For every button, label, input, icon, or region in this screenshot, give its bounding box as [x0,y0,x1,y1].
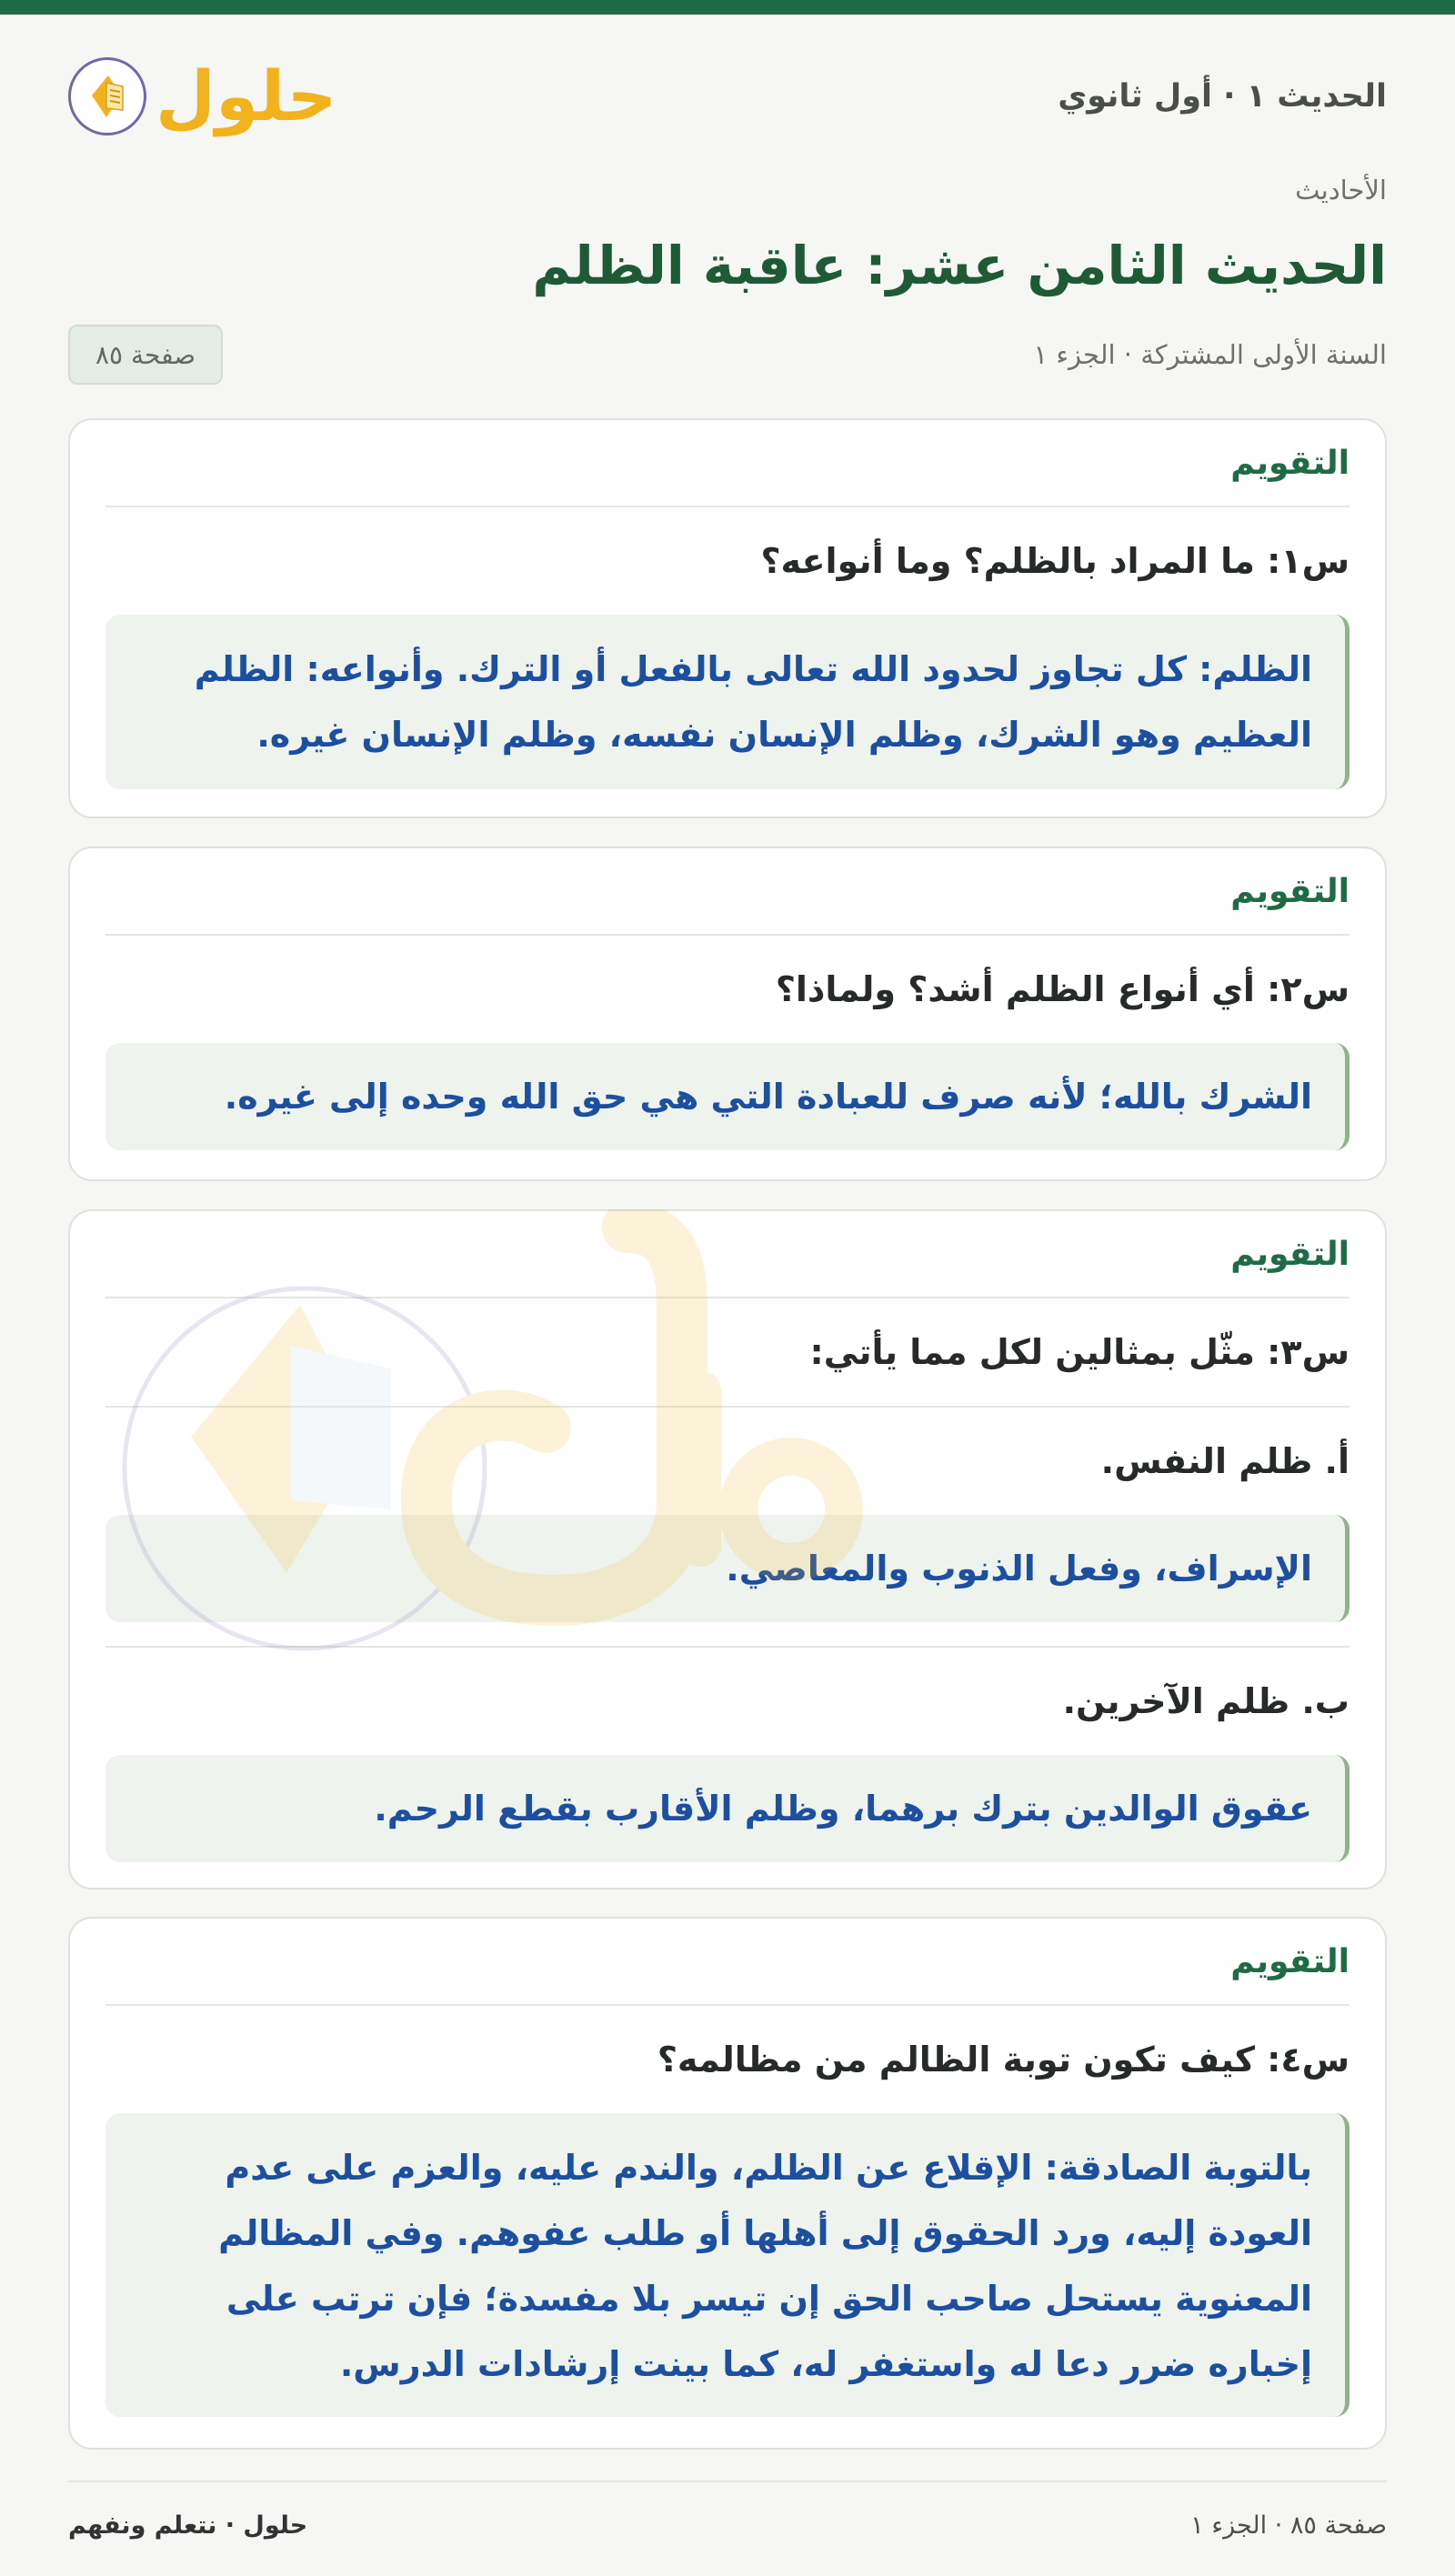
question-card-3 [68,1209,1387,1889]
question-text: س١: ما المراد بالظلم؟ وما أنواعه؟ [760,541,1350,581]
question-card-2 [68,847,1387,1181]
meta-row [68,324,1387,386]
answer-box: بالتوبة الصادقة: الإقلاع عن الظلم، والندم عليه، والعزم على عدم العودة إليه، ورد الحقوق إلى أهلها أو طلب عفوهم. وفي المظالم المعنوية يستحل صاحب الحق إن تيسر بلا مفسدة؛ فإن ترتب على إخباره ضرر دعا له واستغفر له، كما بينت إرشادات الدرس. [105,2113,1350,2417]
footer [68,2481,1387,2568]
page-badge: صفحة ٨٥ [68,325,223,385]
logo-text: حلول [156,55,337,136]
answer-box: الظلم: كل تجاوز لحدود الله تعالى بالفعل أو الترك. وأنواعه: الظلم العظيم وهو الشرك، وظلم الإنسان نفسه، وظلم الإنسان غيره. [105,615,1350,789]
header [68,47,1387,145]
footer-page-info: صفحة ٨٥ · الجزء ١ [1190,2511,1387,2540]
card-heading: التقويم [105,1211,1350,1298]
answer-box: عقوق الوالدين بترك برهما، وظلم الأقارب بقطع الرحم. [105,1755,1350,1862]
book-icon [68,57,146,135]
answer-box: الشرك بالله؛ لأنه صرف للعبادة التي هي حق الله وحده إلى غيره. [105,1043,1350,1150]
question-text: س٢: أي أنواع الظلم أشد؟ ولماذا؟ [775,969,1350,1009]
sub-question-b: ب. ظلم الآخرين. [1062,1681,1350,1721]
breadcrumb[interactable]: الأحاديث [1295,175,1387,205]
card-heading: التقويم [105,420,1350,507]
question-card-1 [68,418,1387,818]
question-card-4 [68,1917,1387,2450]
card-heading: التقويم [105,1919,1350,2006]
footer-brand[interactable]: حلول · نتعلم ونفهم [68,2511,308,2540]
top-accent-bar [0,0,1455,15]
answer-box: الإسراف، وفعل الذنوب والمعاصي. [105,1515,1350,1622]
header-title: الحديث ١ · أول ثانوي [1058,78,1387,115]
card-heading: التقويم [105,848,1350,936]
question-text: س٣: مثّل بمثالين لكل مما يأتي: [809,1332,1350,1372]
page-title: الحديث الثامن عشر: عاقبة الظلم [532,235,1387,296]
question-text: س٤: كيف تكون توبة الظالم من مظالمه؟ [657,2040,1350,2080]
course-info: السنة الأولى المشتركة · الجزء ١ [1033,339,1387,370]
logo[interactable] [68,57,336,135]
sub-question-a: أ. ظلم النفس. [1100,1441,1350,1481]
